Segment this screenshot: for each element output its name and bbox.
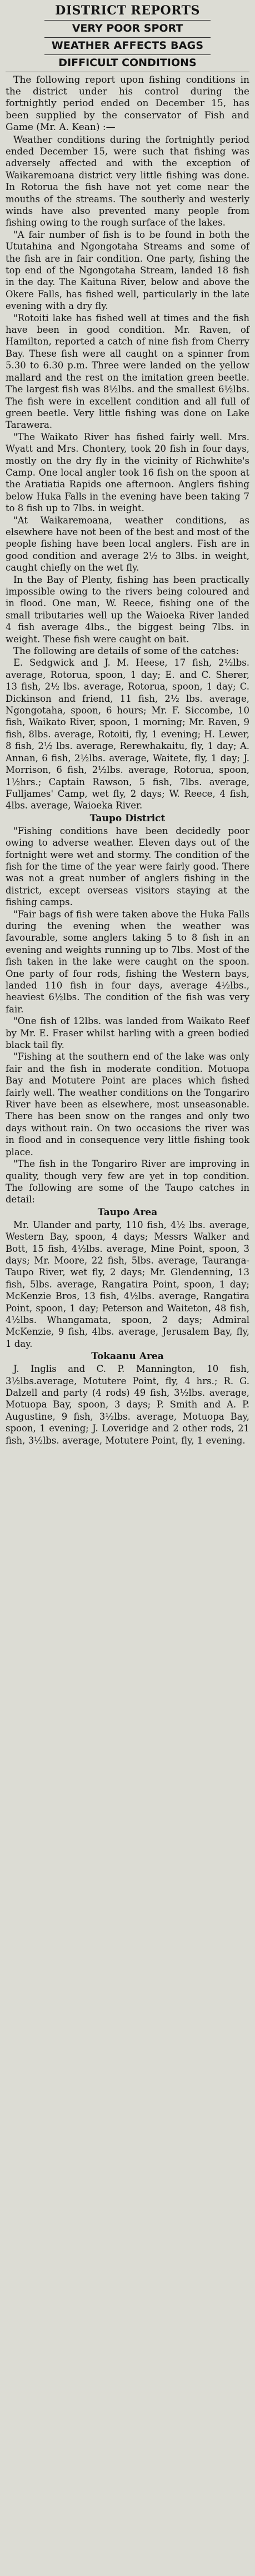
deck-difficult-conditions: DIFFICULT CONDITIONS (58, 56, 197, 69)
article-paragraph: In the Bay of Plenty, fishing has been practically impossible owing to the rivers being coloured and in flood. One man, W. Reece, fishing one of the small tributaries well up the Waioeka River landed 4 fish average 4lbs., the biggest being 7lbs. in weight. These fish were caught on bait. (6, 574, 249, 645)
article-paragraph: "Fishing at the southern end of the lake was only fair and the fish in moderate condition. Motuopa Bay and Motutere Point are places which fished fairly well. The weather conditions on the Tongariro River have been as elsewhere, most unseasonable. There has been snow on the ranges and only two days without rain. On two occasions the river was in flood and in consequence very little fishing took place. (6, 1051, 249, 1157)
article-paragraph: E. Sedgwick and J. M. Heese, 17 fish, 2½lbs. average, Rotorua, spoon, 1 day; E. and C. Sherer, 13 fish, 2½ lbs. average, Rotorua, spoon, 1 day; C. Dickinson and friend, 11 fish, 2½ lbs. average, Ngongotaha, spoon, 6 hours; Mr. F. Siccombe, 10 fish, Waikato River, spoon, 1 morning; Mr. Raven, 9 fish, 8lbs. average, Rotoiti, fly, 1 evening; H. Lewer, 8 fish, 2½ lbs. average, Rerewhakaitu, fly, 1 day; A. Annan, 6 fish, 2½lbs. average, Waitete, fly, 1 day; J. Morrison, 6 fish, 2½lbs. average, Rotorua, spoon, 1½hrs.; Captain Rawson, 5 fish, 7lbs. average, Fulljames' Camp, wet fly, 2 days; W. Reece, 4 fish, 4lbs. average, Waioeka River. (6, 657, 249, 811)
article-paragraph: "Rotoiti lake has fished well at times and the fish have been in good condition. Mr. Raven, of Hamilton, reported a catch of nine fish from Cherry Bay. These fish were all caught on a spinner from 5.30 to 6.30 p.m. Three were landed on the yellow mallard and the rest on the imitation green beetle. The largest fish was 8½lbs. and the smallest 6½lbs. The fish were in excellent condition and all full of green beetle. Very little fishing was done on Lake Tarawera. (6, 312, 249, 431)
divider-rule (44, 54, 211, 55)
article-paragraph: "At Waikaremoana, weather conditions, as elsewhere have not been of the best and most of the people fishing have been local anglers. Fish are in good condition and average 2½ to 3lbs. in weight, caught chiefly on the wet fly. (6, 515, 249, 573)
headline: DISTRICT REPORTS (55, 3, 200, 18)
article-paragraph: "Fair bags of fish were taken above the Huka Falls during the evening when the weather was favourable, some anglers taking 5 to 8 fish in an evening and weights running up to 7lbs. Most of the fish taken in the lake were caught on the spoon. One party of four rods, fishing the Western bays, landed 110 fish in four days, average 4½lbs., heaviest 6½lbs. The condition of the fish was very fair. (6, 908, 249, 1015)
article-body (6, 74, 249, 1447)
divider-rule (44, 37, 211, 38)
deck-weather-affects-bags: WEATHER AFFECTS BAGS (51, 39, 204, 52)
article-paragraph: Weather conditions during the fortnightly period ended December 15, were such that fishing was adversely affected and with the exception of Waikaremoana district very little fishing was done. In Rotorua the fish have not yet come near the mouths of the streams. The southerly and westerly winds have also prevented many people from fishing owing to the rough surface of the lakes. (6, 134, 249, 228)
article-paragraph: "One fish of 12lbs. was landed from Waikato Reef by Mr. E. Fraser whilst harling with a green bodied black tail fly. (6, 1016, 249, 1051)
section-heading: Taupo Area (97, 1206, 158, 1218)
divider-rule (44, 20, 211, 21)
article-paragraph: "Fishing conditions have been decidedly poor owing to adverse weather. Eleven days out of the fortnight were wet and stormy. The condition of the fish for the time of the year were fairly good. There was not a great number of anglers fishing in the district, except overseas visitors staying at the fishing camps. (6, 825, 249, 908)
section-heading: Taupo District (89, 812, 166, 824)
article-paragraph: Mr. Ulander and party, 110 fish, 4½ lbs. average, Western Bay, spoon, 4 days; Messrs Walker and Bott, 15 fish, 4½lbs. average, Mine Point, spoon, 3 days; Mr. Moore, 22 fish, 5lbs. average, Tauranga-Taupo River, wet fly, 2 days; Mr. Glendenning, 13 fish, 5lbs. average, Rangatira Point, spoon, 1 day; McKenzie Bros, 13 fish, 4½lbs. average, Rangatira Point, spoon, 1 day; Peterson and Waiteton, 48 fish, 4½lbs. Whangamata, spoon, 2 days; Admiral McKenzie, 9 fish, 4lbs. average, Jerusalem Bay, fly, 1 day. (6, 1219, 249, 1349)
section-heading: Tokaanu Area (91, 1351, 164, 1362)
deck-very-poor-sport: VERY POOR SPORT (72, 22, 183, 34)
article-paragraph: "The Waikato River has fished fairly well. Mrs. Wyatt and Mrs. Chontery, took 20 fish in four days, mostly on the dry fly in the vicinity of Richwhite's Camp. One local angler took 16 fish on the spoon at the Aratiatia Rapids one afternoon. Anglers fishing below Huka Falls in the evening have been taking 7 to 8 fish up to 7lbs. in weight. (6, 431, 249, 514)
article-paragraph: The following report upon fishing conditions in the district under his control during the fortnightly period ended on December 15, has been supplied by the conservator of Fish and Game (Mr. A. Kean) :— (6, 74, 249, 133)
article-paragraph: "A fair number of fish is to be found in both the Ututahina and Ngongotaha Streams and some of the fish are in fair condition. One party, fishing the top end of the Ngongotaha Stream, landed 18 fish in the day. The Kaituna River, below and above the Okere Falls, has fished well, particularly in the late evening with a dry fly. (6, 229, 249, 312)
article-paragraph: J. Inglis and C. P. Mannington, 10 fish, 3½lbs.average, Motutere Point, fly, 4 hrs.; R. G. Dalzell and party (4 rods) 49 fish, 3½lbs. average, Motuopa Bay, spoon, 3 days; P. Smith and A. P. Augustine, 9 fish, 3½lbs. average, Motuopa Bay, spoon, 1 evening; J. Loveridge and 2 other rods, 21 fish, 3½lbs. average, Motutere Point, fly, 1 evening. (6, 1364, 249, 1446)
article-paragraph: The following are details of some of the catches: (13, 646, 239, 657)
article-paragraph: "The fish in the Tongariro River are improving in quality, though very few are yet in top condition. The following are some of the Taupo catches in detail: (6, 1159, 249, 1205)
